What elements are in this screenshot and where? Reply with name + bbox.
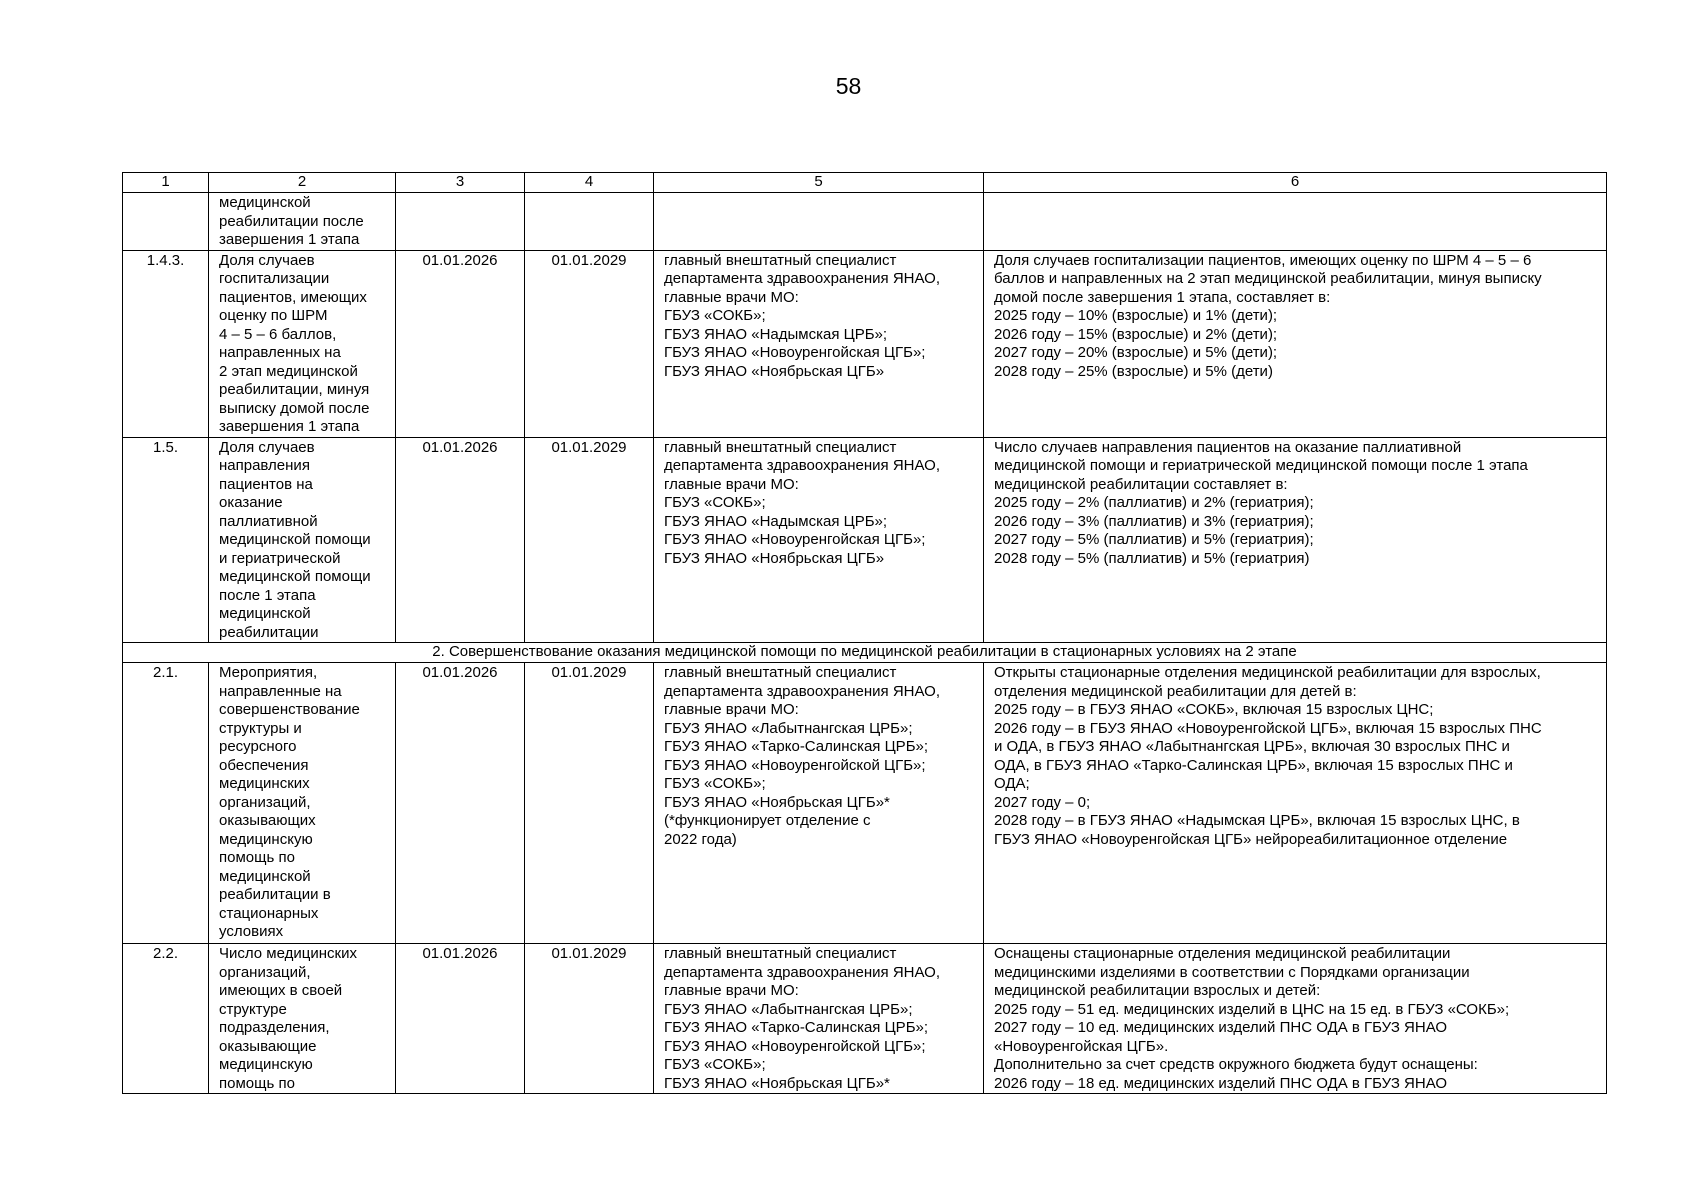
table-row bbox=[123, 193, 1607, 251]
measure-name: Доля случаев госпитализации пациентов, имеющих оценку по ШРМ 4 – 5 – 6 баллов, направленных на 2 этап медицинской реабилитации, минуя выписку домой после завершения 1 этапа bbox=[209, 250, 396, 437]
start-date: 01.01.2026 bbox=[396, 437, 525, 643]
row-number: 2.1. bbox=[123, 663, 209, 944]
start-date bbox=[396, 193, 525, 251]
expected-result bbox=[984, 193, 1607, 251]
header-cell-1: 1 bbox=[123, 173, 209, 193]
responsible-persons bbox=[654, 193, 984, 251]
table-row bbox=[123, 944, 1607, 1094]
expected-result: Число случаев направления пациентов на оказание паллиативной медицинской помощи и гериатрической медицинской помощи после 1 этапа медицинской реабилитации составляет в: 2025 году – 2% (паллиатив) и 2% (гериатрия); 2026 году – 3% (паллиатив) и 3% (гериатрия); 2027 году – 5% (паллиатив) и 5% (гериатрия); 2028 году – 5% (паллиатив) и 5% (гериатрия) bbox=[984, 437, 1607, 643]
section-heading-row bbox=[123, 643, 1607, 663]
end-date bbox=[525, 193, 654, 251]
header-cell-4: 4 bbox=[525, 173, 654, 193]
row-number bbox=[123, 193, 209, 251]
measure-name: Доля случаев направления пациентов на оказание паллиативной медицинской помощи и гериатрической медицинской помощи после 1 этапа медицинской реабилитации bbox=[209, 437, 396, 643]
responsible-persons: главный внештатный специалист департамента здравоохранения ЯНАО, главные врачи МО: ГБУЗ «СОКБ»; ГБУЗ ЯНАО «Надымская ЦРБ»; ГБУЗ ЯНАО «Новоуренгойская ЦГБ»; ГБУЗ ЯНАО «Ноябрьская ЦГБ» bbox=[654, 250, 984, 437]
responsible-persons: главный внештатный специалист департамента здравоохранения ЯНАО, главные врачи МО: ГБУЗ «СОКБ»; ГБУЗ ЯНАО «Надымская ЦРБ»; ГБУЗ ЯНАО «Новоуренгойская ЦГБ»; ГБУЗ ЯНАО «Ноябрьская ЦГБ» bbox=[654, 437, 984, 643]
expected-result: Оснащены стационарные отделения медицинской реабилитации медицинскими изделиями в соответствии с Порядками организации медицинской реабилитации взрослых и детей: 2025 году – 51 ед. медицинских изделий в ЦНС на 15 ед. в ГБУЗ «СОКБ»; 2027 году – 10 ед. медицинских изделий ПНС ОДА в ГБУЗ ЯНАО «Новоуренгойская ЦГБ». Дополнительно за счет средств окружного бюджета будут оснащены: 2026 году – 18 ед. медицинских изделий ПНС ОДА в ГБУЗ ЯНАО bbox=[984, 944, 1607, 1094]
end-date: 01.01.2029 bbox=[525, 663, 654, 944]
end-date: 01.01.2029 bbox=[525, 250, 654, 437]
end-date: 01.01.2029 bbox=[525, 944, 654, 1094]
expected-result: Открыты стационарные отделения медицинской реабилитации для взрослых, отделения медицинской реабилитации для детей в: 2025 году – в ГБУЗ ЯНАО «СОКБ», включая 15 взрослых ЦНС; 2026 году – в ГБУЗ ЯНАО «Новоуренгойской ЦГБ», включая 15 взрослых ПНС и ОДА, в ГБУЗ ЯНАО «Лабытнангская ЦРБ», включая 30 взрослых ПНС и ОДА, в ГБУЗ ЯНАО «Тарко-Салинская ЦРБ», включая 15 взрослых ПНС и ОДА; 2027 году – 0; 2028 году – в ГБУЗ ЯНАО «Надымская ЦРБ», включая 15 взрослых ЦНС, в ГБУЗ ЯНАО «Новоуренгойская ЦГБ» нейрореабилитационное отделение bbox=[984, 663, 1607, 944]
start-date: 01.01.2026 bbox=[396, 663, 525, 944]
measure-name: медицинской реабилитации после завершения 1 этапа bbox=[209, 193, 396, 251]
measure-name: Число медицинских организаций, имеющих в своей структуре подразделения, оказывающие медицинскую помощь по bbox=[209, 944, 396, 1094]
expected-result: Доля случаев госпитализации пациентов, имеющих оценку по ШРМ 4 – 5 – 6 баллов и направленных на 2 этап медицинской реабилитации, минуя выписку домой после завершения 1 этапа, составляет в: 2025 году – 10% (взрослые) и 1% (дети); 2026 году – 15% (взрослые) и 2% (дети); 2027 году – 20% (взрослые) и 5% (дети); 2028 году – 25% (взрослые) и 5% (дети) bbox=[984, 250, 1607, 437]
header-cell-6: 6 bbox=[984, 173, 1607, 193]
measure-name: Мероприятия, направленные на совершенствование структуры и ресурсного обеспечения медицинских организаций, оказывающих медицинскую помощь по медицинской реабилитации в стационарных условиях bbox=[209, 663, 396, 944]
start-date: 01.01.2026 bbox=[396, 944, 525, 1094]
table-row bbox=[123, 663, 1607, 944]
header-cell-3: 3 bbox=[396, 173, 525, 193]
end-date: 01.01.2029 bbox=[525, 437, 654, 643]
row-number: 1.5. bbox=[123, 437, 209, 643]
page-number: 58 bbox=[835, 73, 862, 99]
measures-table bbox=[122, 172, 1607, 1094]
responsible-persons: главный внештатный специалист департамента здравоохранения ЯНАО, главные врачи МО: ГБУЗ ЯНАО «Лабытнангская ЦРБ»; ГБУЗ ЯНАО «Тарко-Салинская ЦРБ»; ГБУЗ ЯНАО «Новоуренгойской ЦГБ»; ГБУЗ «СОКБ»; ГБУЗ ЯНАО «Ноябрьская ЦГБ»* bbox=[654, 944, 984, 1094]
start-date: 01.01.2026 bbox=[396, 250, 525, 437]
table-header-row bbox=[123, 173, 1607, 193]
responsible-persons: главный внештатный специалист департамента здравоохранения ЯНАО, главные врачи МО: ГБУЗ ЯНАО «Лабытнангская ЦРБ»; ГБУЗ ЯНАО «Тарко-Салинская ЦРБ»; ГБУЗ ЯНАО «Новоуренгойской ЦГБ»; ГБУЗ «СОКБ»; ГБУЗ ЯНАО «Ноябрьская ЦГБ»* (*функционирует отделение с 2022 года) bbox=[654, 663, 984, 944]
row-number: 2.2. bbox=[123, 944, 209, 1094]
header-cell-5: 5 bbox=[654, 173, 984, 193]
header-cell-2: 2 bbox=[209, 173, 396, 193]
row-number: 1.4.3. bbox=[123, 250, 209, 437]
table-row bbox=[123, 250, 1607, 437]
table-row bbox=[123, 437, 1607, 643]
section-title: 2. Совершенствование оказания медицинской помощи по медицинской реабилитации в стационарных условиях на 2 этапе bbox=[123, 643, 1607, 663]
